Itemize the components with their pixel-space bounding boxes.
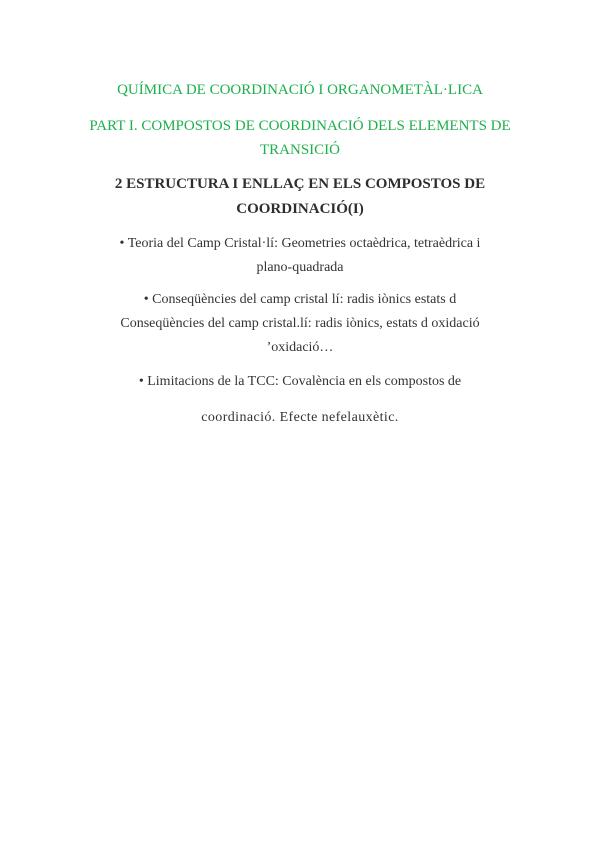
part-heading-line-2: TRANSICIÓ (259, 142, 340, 158)
section-heading-line-2: COORDINACIÓ(I) (236, 201, 364, 217)
bullet-3-line-1: • Limitacions de la TCC: Covalència en els compostos de (138, 374, 462, 389)
bullet-1-line-1: • Teoria del Camp Cristal·lí: Geometries octaèdrica, tetraèdrica i (119, 236, 481, 251)
document-title: QUÍMICA DE COORDINACIÓ I ORGANOMETÀL·LICA (117, 82, 483, 98)
bullet-2-line-2: Conseqüències del camp cristal.lí: radis iònics, estats d oxidació (120, 316, 480, 331)
section-heading-line-1: 2 ESTRUCTURA I ENLLAÇ EN ELS COMPOSTOS DE (114, 176, 486, 192)
bullet-2-line-3: ’oxidació… (266, 340, 334, 355)
bullet-2-line-1: • Conseqüències del camp cristal lí: radis iònics estats d (143, 292, 457, 307)
part-heading-line-1: PART I. COMPOSTOS DE COORDINACIÓ DELS ELEMENTS DE (89, 118, 511, 134)
bullet-3-line-2: coordinació. Efecte nefelauxètic. (201, 410, 399, 425)
bullet-1-line-2: plano-quadrada (256, 260, 344, 275)
